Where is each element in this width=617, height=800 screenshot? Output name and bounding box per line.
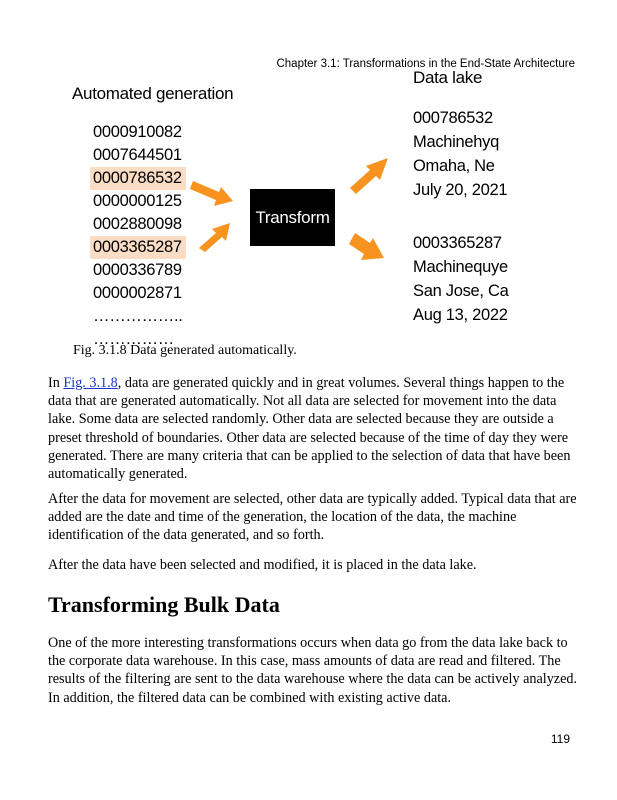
record-id: 0003365287 [413,234,502,252]
generated-id: …………… [93,330,175,348]
generated-id: 0000002871 [93,284,182,302]
arrow-right-icon [349,233,384,260]
generated-id: 0000910082 [93,123,182,141]
transform-label: Transform [255,207,330,227]
generated-id: 0002880098 [93,215,182,233]
paragraph-data-placed: After the data have been selected and modified, it is placed in the data lake. [48,557,477,573]
figure-caption: Fig. 3.1.8 Data generated automatically. [73,343,297,358]
record-machine: Machinehyq [413,133,499,151]
generated-id: …………….. [93,307,183,325]
paragraph-automatic-generation [48,374,578,483]
paragraph-bulk-data: One of the more interesting transformations occurs when data go from the data lake back to the corporate data warehouse. In this case, mass amounts of data are read and filtered. The results of the filtering are sent to the data warehouse where the data can be actively analyzed. In addition, the filtered data can be combined with existing active data. [48,635,578,706]
data-lake-title: Data lake [413,68,483,87]
record-id: 000786532 [413,109,493,127]
arrow-right-icon [199,223,230,252]
flow-arrows [0,0,617,345]
data-lake-record [413,231,508,327]
generated-id: 0000786532 [90,167,186,190]
record-location: San Jose, Ca [413,282,509,300]
record-location: Omaha, Ne [413,157,495,175]
section-heading: Transforming Bulk Data [48,592,280,617]
running-head: Chapter 3.1: Transformations in the End-State Architecture [276,58,575,70]
record-date: Aug 13, 2022 [413,306,508,324]
record-machine: Machinequye [413,258,508,276]
generated-id: 0000336789 [93,261,182,279]
paragraph-data-added: After the data for movement are selected, other data are typically added. Typical data that are added are the date and time of the generation, the location of the data, the machine identification of the data generated, and so forth. [48,491,577,544]
generated-id: 0000000125 [93,192,182,210]
page-number: 119 [550,732,570,746]
automated-generation-title: Automated generation [72,84,234,103]
generated-id: 0003365287 [90,236,186,259]
figure-automated-generation [0,0,617,348]
generated-id: 0007644501 [93,146,182,164]
record-date: July 20, 2021 [413,181,508,199]
figure-reference-link[interactable]: Fig. 3.1.8 [63,375,118,391]
paragraph-lead: In [48,375,64,391]
arrow-right-icon [350,158,388,194]
paragraph-text: , data are generated quickly and in great volumes. Several things happen to the data that are generated automatically. Not all data are selected for movement into the data lake. Some data are selected randomly. Other data are selected because they are outside a preset threshold of boundaries. Other data are selected because of the time of day they were generated. There are many criteria that can be applied to the selection of data that have been automatically generated. [48,375,571,483]
data-lake-record [413,106,507,202]
arrow-right-icon [190,181,233,206]
